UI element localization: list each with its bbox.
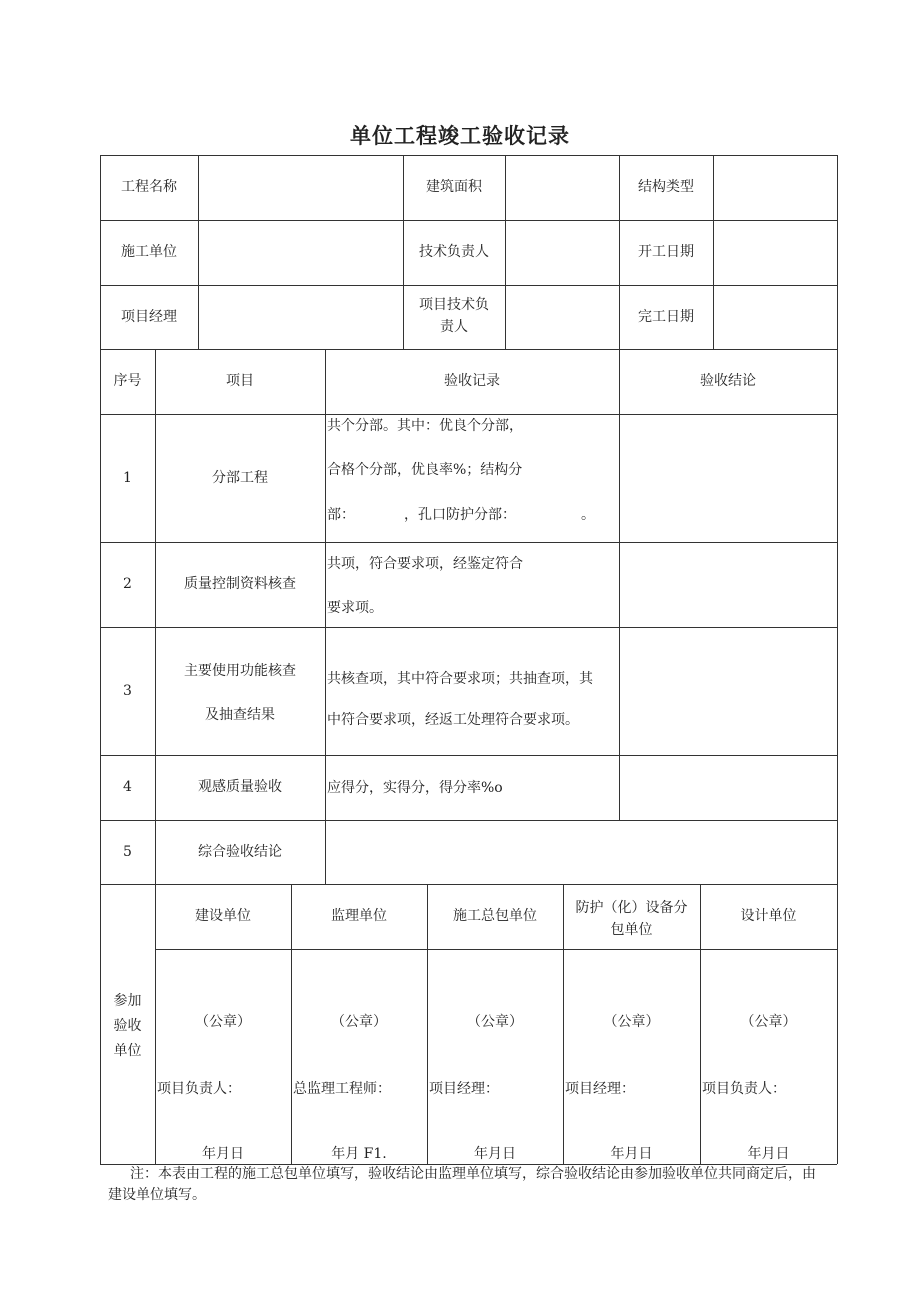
start-date-label: 开工日期	[638, 244, 694, 261]
person-supervision: 总监理工程师：	[293, 1081, 391, 1097]
row-1-record-line-3a: 部：	[327, 507, 355, 523]
row-1-record-line-3c: 。	[581, 507, 595, 523]
date-protection: 年月日	[610, 1146, 653, 1162]
row-4-record: 应得分，实得分，得分率%o	[327, 780, 503, 796]
row-4-seq: 4	[123, 779, 132, 796]
row-3-item-line-1: 主要使用功能核查	[184, 663, 296, 679]
completion-date-label: 完工日期	[638, 308, 694, 325]
column-header-conclusion: 验收结论	[700, 373, 756, 390]
row-3-record-line-2: 中符合要求项，经返工处理符合要求项。	[327, 712, 579, 728]
unit-name-protection-line-1: 防护（化）设备分	[575, 900, 688, 916]
column-header-item: 项目	[226, 373, 254, 390]
row-3-record-line-1: 共核查项，其中符合要求项；共抽查项，其	[327, 671, 593, 687]
unit-name-construction-owner: 建设单位	[195, 908, 251, 925]
row-5-seq: 5	[123, 843, 132, 860]
participants-label-line-2: 验收	[113, 1018, 142, 1034]
row-4-item: 观感质量验收	[198, 779, 282, 796]
technical-lead-label: 技术负责人	[419, 244, 489, 261]
row-1-record-line-1: 共个分部。其中：优良个分部，	[327, 418, 523, 434]
row-1-item: 分部工程	[212, 469, 268, 486]
project-technical-lead-label: 项目技术负责人	[419, 297, 489, 335]
footnote: 注：本表由工程的施工总包单位填写，验收结论由监理单位填写，综合验收结论由参加验收单位共同商定后，由建设单位填写。	[108, 1166, 816, 1203]
row-3-conclusion-field[interactable]	[619, 627, 837, 755]
building-area-field[interactable]	[505, 155, 619, 220]
row-3-item-line-2: 及抽查结果	[205, 707, 275, 723]
row-1-record-line-3b: ，孔口防护分部：	[404, 507, 516, 523]
person-design: 项目负责人：	[702, 1081, 786, 1097]
column-header-record: 验收记录	[444, 373, 500, 390]
row-4-conclusion-field[interactable]	[619, 755, 837, 820]
date-design: 年月日	[747, 1146, 790, 1162]
row-3-seq: 3	[123, 682, 132, 699]
row-2-record-line-2: 要求项。	[327, 600, 383, 616]
row-1-seq: 1	[123, 469, 132, 486]
structure-type-field[interactable]	[713, 155, 837, 220]
project-manager-field[interactable]	[198, 285, 403, 349]
person-general-contractor: 项目经理：	[429, 1081, 499, 1097]
project-manager-label: 项目经理	[121, 308, 177, 325]
unit-name-general-contractor: 施工总包单位	[453, 908, 537, 925]
seal-supervision: （公章）	[331, 1014, 387, 1030]
row-5-item: 综合验收结论	[198, 843, 282, 860]
seal-design: （公章）	[740, 1014, 797, 1030]
structure-type-label: 结构类型	[638, 179, 694, 196]
unit-name-design: 设计单位	[740, 908, 797, 925]
row-2-conclusion-field[interactable]	[619, 542, 837, 627]
row-2-seq: 2	[123, 576, 132, 593]
column-header-seq: 序号	[113, 373, 142, 390]
row-5-conclusion-field[interactable]	[325, 820, 837, 884]
unit-name-supervision: 监理单位	[331, 908, 387, 925]
participants-label-line-1: 参加	[113, 993, 142, 1009]
person-protection: 项目经理：	[565, 1081, 635, 1097]
page-title: 单位工程竣工验收记录	[350, 124, 570, 148]
seal-general-contractor: （公章）	[467, 1014, 523, 1030]
row-1-record-line-2: 合格个分部，优良率%；结构分	[327, 462, 523, 478]
technical-lead-field[interactable]	[505, 220, 619, 285]
participants-label-line-3: 单位	[113, 1043, 142, 1059]
seal-protection: （公章）	[603, 1014, 660, 1030]
date-general-contractor: 年月日	[474, 1146, 516, 1162]
date-construction-owner: 年月日	[202, 1146, 244, 1162]
seal-construction-owner: （公章）	[195, 1014, 251, 1030]
unit-name-protection-line-2: 包单位	[610, 922, 653, 938]
person-construction-owner: 项目负责人：	[157, 1081, 241, 1097]
project-technical-lead-field[interactable]	[505, 285, 619, 349]
start-date-field[interactable]	[713, 220, 837, 285]
row-2-record-line-1: 共项，符合要求项，经鉴定符合	[327, 556, 523, 572]
completion-date-field[interactable]	[713, 285, 837, 349]
row-1-conclusion-field[interactable]	[619, 414, 837, 542]
project-name-label: 工程名称	[121, 179, 177, 196]
building-area-label: 建筑面积	[426, 179, 482, 196]
date-supervision: 年月 F1.	[331, 1146, 387, 1162]
row-2-item: 质量控制资料核查	[184, 576, 296, 593]
project-name-field[interactable]	[198, 155, 403, 220]
construction-unit-field[interactable]	[198, 220, 403, 285]
construction-unit-label: 施工单位	[121, 244, 177, 261]
